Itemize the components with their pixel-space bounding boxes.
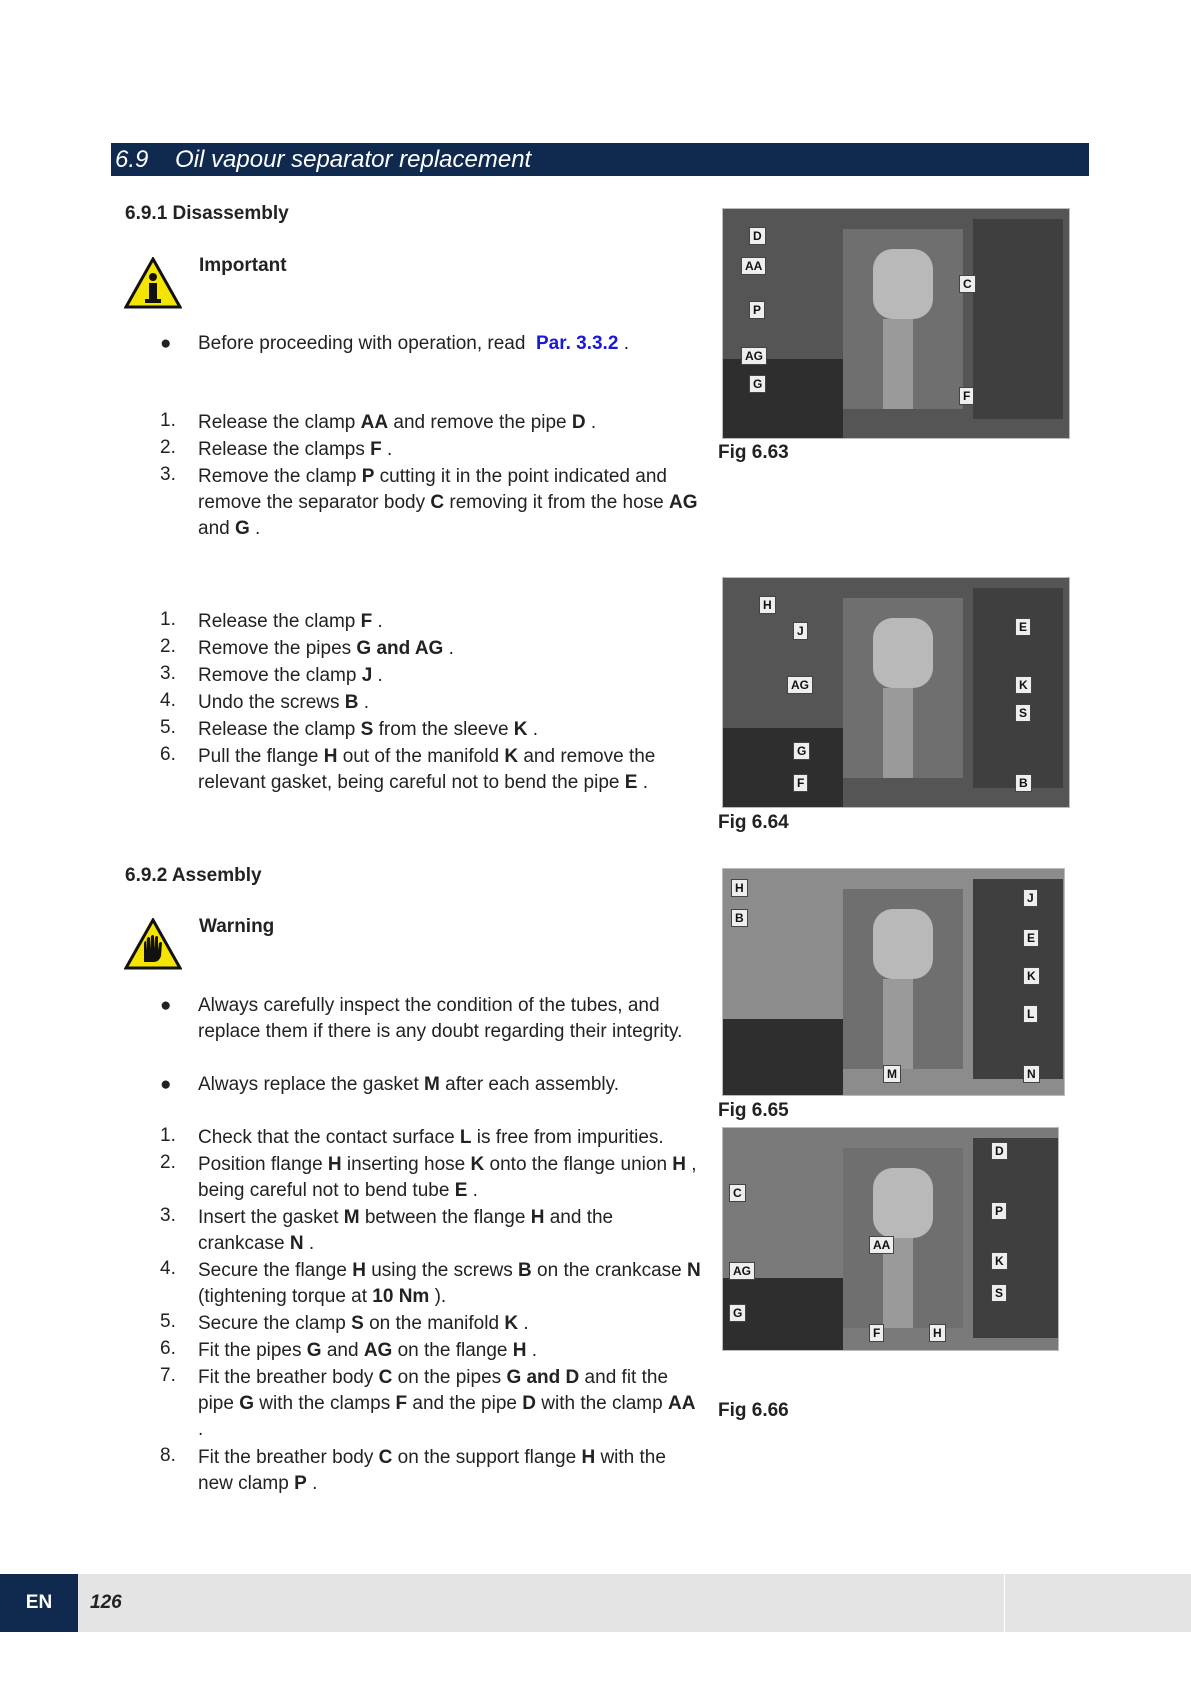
assembly-step-number: 7. <box>160 1365 176 1386</box>
removal-step-number: 6. <box>160 744 176 765</box>
callout-label: F <box>869 1324 884 1342</box>
assembly-step-text: Fit the breather body C on the support flange H with the new clamp P . <box>198 1447 666 1494</box>
disassembly-step-text: Release the clamps F . <box>198 439 393 460</box>
engine-illustration <box>723 869 1064 1095</box>
callout-label: E <box>1023 929 1039 947</box>
disassembly-step-text: Remove the clamp P cutting it in the point indicated and remove the separator body C removing it from the hose AG and G . <box>198 466 698 539</box>
callout-label: AG <box>729 1262 755 1280</box>
disassembly-step-number: 2. <box>160 437 176 458</box>
figure-caption: Fig 6.63 <box>718 442 789 463</box>
assembly-step-number: 5. <box>160 1311 176 1332</box>
disassembly-step-text: Release the clamp AA and remove the pipe D . <box>198 412 597 433</box>
removal-step-number: 5. <box>160 717 176 738</box>
callout-label: H <box>731 879 748 897</box>
section-title: 6.9 Oil vapour separator replacement <box>115 146 532 173</box>
par-link[interactable]: Par. 3.3.2 <box>536 333 619 354</box>
removal-step-text: Remove the clamp J . <box>198 665 383 686</box>
important-sign-icon <box>124 257 182 309</box>
figure-6-64 <box>722 577 1070 808</box>
removal-step-text: Pull the flange H out of the manifold K and remove the relevant gasket, being careful not to bend the pipe E . <box>198 746 656 793</box>
page-number: 126 <box>90 1592 122 1613</box>
callout-label: J <box>793 622 808 640</box>
figure-6-66 <box>722 1127 1059 1351</box>
callout-label: L <box>1023 1005 1038 1023</box>
warning-bullet-text: Always carefully inspect the condition of the tubes, and replace them if there is any doubt regarding their integrity. <box>198 995 683 1042</box>
callout-label: AA <box>741 257 766 275</box>
callout-label: G <box>729 1304 746 1322</box>
callout-label: F <box>959 387 974 405</box>
callout-label: D <box>749 227 766 245</box>
callout-label: P <box>749 301 765 319</box>
bullet-dot: ● <box>160 333 172 354</box>
assembly-step-number: 4. <box>160 1258 176 1279</box>
callout-label: J <box>1023 889 1038 907</box>
assembly-step-text: Secure the clamp S on the manifold K . <box>198 1313 529 1334</box>
callout-label: M <box>883 1065 901 1083</box>
removal-step-number: 2. <box>160 636 176 657</box>
removal-step-number: 3. <box>160 663 176 684</box>
assembly-step-number: 6. <box>160 1338 176 1359</box>
callout-label: S <box>1015 704 1031 722</box>
assembly-step-text: Secure the flange H using the screws B on the crankcase N (tightening torque at 10 Nm ). <box>198 1260 701 1307</box>
engine-illustration <box>723 209 1069 438</box>
assembly-step-text: Fit the pipes G and AG on the flange H . <box>198 1340 538 1361</box>
warning-bullet-text: Always replace the gasket M after each assembly. <box>198 1074 620 1095</box>
assembly-step-number: 3. <box>160 1205 176 1226</box>
assembly-step-text: Fit the breather body C on the pipes G and D and fit the pipe G with the clamps F and the pipe D with the clamp AA . <box>198 1367 696 1440</box>
removal-step-number: 4. <box>160 690 176 711</box>
disassembly-heading: 6.9.1 Disassembly <box>125 203 289 224</box>
callout-label: H <box>929 1324 946 1342</box>
assembly-heading: 6.9.2 Assembly <box>125 865 262 886</box>
callout-label: K <box>1015 676 1032 694</box>
assembly-step-number: 2. <box>160 1152 176 1173</box>
callout-label: AG <box>787 676 813 694</box>
callout-label: N <box>1023 1065 1040 1083</box>
callout-label: K <box>991 1252 1008 1270</box>
removal-step-text: Release the clamp F . <box>198 611 383 632</box>
callout-label: G <box>749 375 766 393</box>
callout-label: AG <box>741 347 767 365</box>
bullet-dot: ● <box>160 995 172 1016</box>
callout-label: H <box>759 596 776 614</box>
callout-label: D <box>991 1142 1008 1160</box>
bullet-dot: ● <box>160 1074 172 1095</box>
important-bullet-text: Before proceeding with operation, read Par. 3.3.2 . <box>198 333 629 354</box>
figure-6-65 <box>722 868 1065 1096</box>
removal-step-text: Remove the pipes G and AG . <box>198 638 454 659</box>
section-header <box>111 143 1089 176</box>
language-tab: EN <box>0 1574 78 1632</box>
page-footer <box>0 1574 1191 1632</box>
warning-label: Warning <box>199 916 275 937</box>
callout-label: G <box>793 742 810 760</box>
assembly-step-text: Check that the contact surface L is free from impurities. <box>198 1127 664 1148</box>
callout-label: B <box>1015 774 1032 792</box>
assembly-step-text: Insert the gasket M between the flange H and the crankcase N . <box>198 1207 614 1254</box>
figure-caption: Fig 6.65 <box>718 1100 789 1121</box>
important-label: Important <box>199 255 287 276</box>
assembly-step-number: 1. <box>160 1125 176 1146</box>
figure-caption: Fig 6.64 <box>718 812 789 833</box>
callout-label: E <box>1015 618 1031 636</box>
figure-caption: Fig 6.66 <box>718 1400 789 1421</box>
removal-step-text: Undo the screws B . <box>198 692 370 713</box>
callout-label: AA <box>869 1236 894 1254</box>
callout-label: B <box>731 909 748 927</box>
removal-step-number: 1. <box>160 609 176 630</box>
callout-label: P <box>991 1202 1007 1220</box>
disassembly-step-number: 1. <box>160 410 176 431</box>
removal-step-text: Release the clamp S from the sleeve K . <box>198 719 539 740</box>
footer-divider <box>1004 1574 1005 1632</box>
callout-label: F <box>793 774 808 792</box>
assembly-step-number: 8. <box>160 1445 176 1466</box>
assembly-step-text: Position flange H inserting hose K onto the flange union H , being careful not to bend tube E . <box>198 1154 697 1201</box>
callout-label: C <box>729 1184 746 1202</box>
callout-label: S <box>991 1284 1007 1302</box>
callout-label: K <box>1023 967 1040 985</box>
callout-label: C <box>959 275 976 293</box>
disassembly-step-number: 3. <box>160 464 176 485</box>
warning-hand-icon <box>124 918 182 970</box>
figure-6-63 <box>722 208 1070 439</box>
